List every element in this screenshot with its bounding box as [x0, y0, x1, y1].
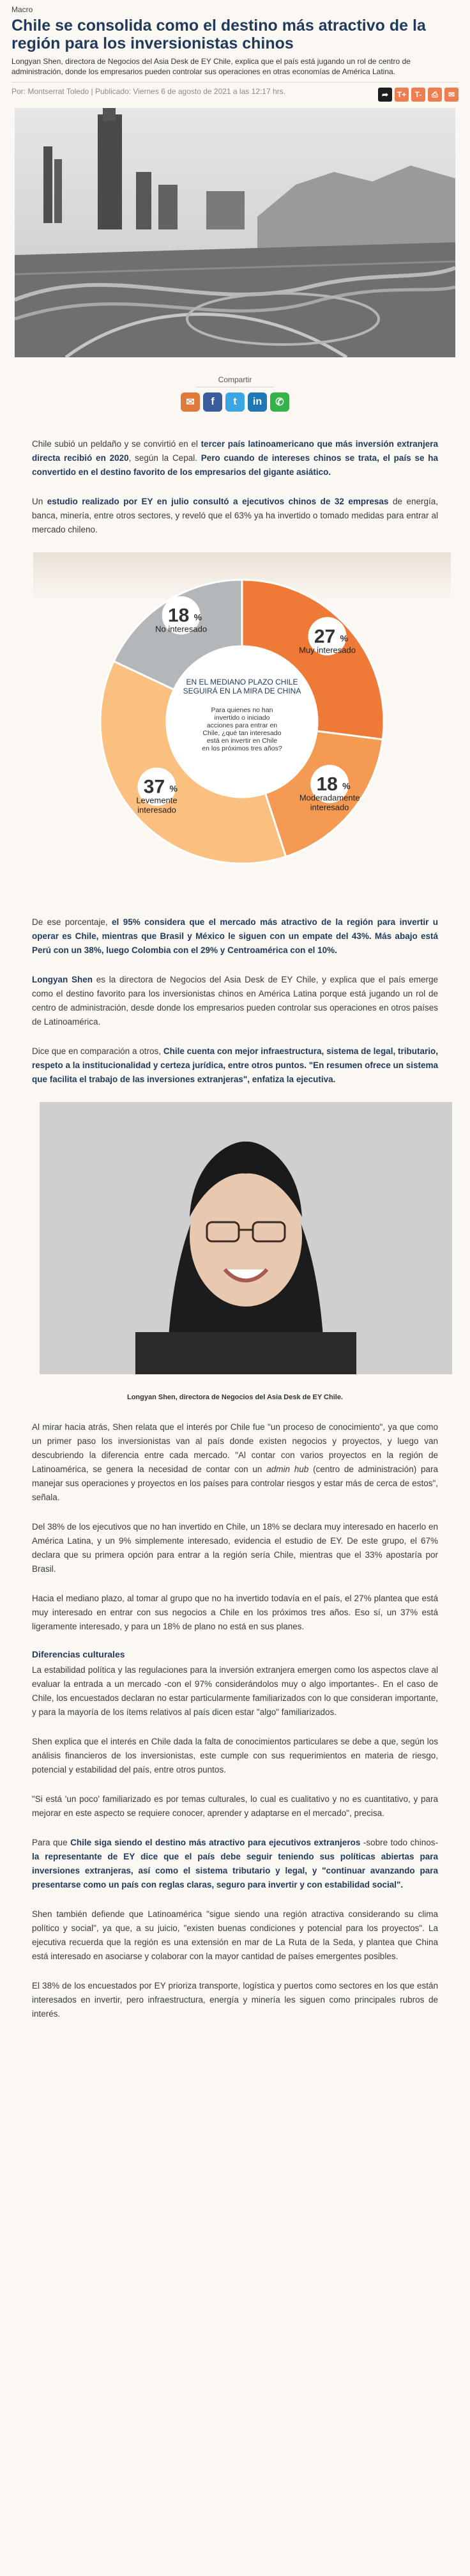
paragraph-14: El 38% de los encuestados por EY prioriza transporte, logística y puertos como sectores en los que están interesados en invertir, pero infraestructura, energía y minería les siguen como principales rubros de interés. [32, 1981, 438, 2019]
data-label-unit: % [169, 783, 178, 794]
share-icons [11, 392, 459, 412]
chart-title: EN EL MEDIANO PLAZO CHILE SEGUIRÁ EN LA MIRA DE CHINA [183, 678, 301, 695]
portrait-illustration [40, 1102, 452, 1374]
whatsapp-share-icon[interactable]: ✆ [270, 392, 289, 412]
segment-label: Moderadamente [299, 793, 360, 803]
hero-illustration [15, 108, 455, 357]
article-body-3 [11, 1420, 459, 2021]
data-label-value: 37 [143, 776, 165, 798]
byline-row [11, 82, 459, 102]
data-label-value: 27 [314, 626, 336, 648]
byline-prefix: Por: [11, 87, 28, 96]
paragraph-7: Del 38% de los ejecutivos que no han invertido en Chile, un 18% se declara muy interesado en hacerlo en América Latina, y un 9% simplemente interesado, evidencia el estudio de EY. De este grupo, el 67% declara que su primera opción para entrar a la región sería Chile, mientras que el 33% apostaría por Brasil. [32, 1522, 438, 1574]
byline-separator: | Publicado: [89, 87, 133, 96]
font-increase-icon[interactable]: T+ [395, 88, 409, 102]
paragraph-13: Shen también defiende que Latinoamérica "sigue siendo una región atractiva considerando su clima político y social", ya que, a su juicio, "existen buenas condiciones y potencial para los proyectos". La ejecutiva recuerda que la región es una extensión en mar de La Ruta de la Seda, y plantea que China está interesado en asociarse y colaborar con la mayor cantidad de países emergentes posibles. [32, 1909, 438, 1961]
paragraph-4: Longyan Shen es la directora de Negocios del Asia Desk de EY Chile, y explica que el país emerge como el destino favorito para los inversionistas chinos en América Latina porque está jugando un rol de centro de administración, desde donde los empresarios pueden controlar sus operaciones en otros países de Latinoamérica. [32, 975, 438, 1027]
paragraph-6: Al mirar hacia atrás, Shen relata que el interés por Chile fue "un proceso de conocimiento", ya que como un primer paso los inversionistas van al país donde existen negocios y proyectos, y luego van descubriendo la diferencia entre cada mercado. "Al contar con varios proyectos en la región de Latinoamérica, se genera la necesidad de contar con un admin hub (centro de administración) para manejar sus operaciones y proyectos en los países para controlar riesgos y estar más de cerca de estos", señala. [32, 1422, 438, 1502]
data-label-value: 18 [316, 773, 338, 795]
mail-icon[interactable]: ✉ [444, 88, 459, 102]
subhead-diferencias-culturales: Diferencias culturales [32, 1649, 125, 1659]
donut-chart-svg [33, 552, 451, 885]
segment-label: No interesado [155, 624, 208, 634]
section-label[interactable]: Macro [11, 5, 33, 14]
article-tools [378, 88, 459, 102]
byline-date: Viernes 6 de agosto de 2021 a las 12:17 hrs. [133, 87, 285, 96]
segment-label: Muy interesado [299, 645, 356, 655]
share-section [11, 375, 459, 412]
share-arrow-icon[interactable]: ➦ [378, 88, 392, 102]
print-icon[interactable]: ⎙ [428, 88, 442, 102]
chart-question: Para quienes no han invertido o iniciado acciones para entrar en Chile, ¿qué tan interesado está en invertir en Chile en los próximos tres años? [202, 706, 282, 752]
portrait-photo-longyan-shen [40, 1102, 452, 1374]
paragraph-12: Para que Chile siga siendo el destino más atractivo para ejecutivos extranjeros -sobre todo chinos- la representante de EY dice que el país debe seguir teniendo sus políticas abiertas para inversiones extranjeras, así como el sistema tributario y legal, y "continuar avanzando para presentarse como un país con reglas claras, seguro para invertir y con estabilidad social". [32, 1838, 439, 1889]
facebook-share-icon[interactable]: f [203, 392, 222, 412]
interest-donut-chart [33, 552, 451, 885]
article-title: Chile se consolida como el destino más atractivo de la región para los inversionistas chinos [11, 17, 426, 52]
paragraph-10: Shen explica que el interés en Chile dada la falta de conocimientos particulares se debe a que, según los análisis financieros de los inversionistas, este cumple con sus requerimientos en materia de riesgo, potencial y estabilidad del país, entre otros puntos. [32, 1737, 438, 1774]
article-body [11, 437, 459, 537]
segment-label: interesado [310, 802, 349, 812]
paragraph-5: Dice que en comparación a otros, Chile cuenta con mejor infraestructura, sistema de legal, tributario, respeto a la institucionalidad y certeza jurídica, entre otros puntos. "En resumen ofrece un sistema que facilita el trabajo de las inversiones extranjeras", enfatiza la ejecutiva. [32, 1046, 438, 1084]
paragraph-11: "Si está 'un poco' familiarizado es por temas culturales, lo cual es cualitativo y no es cuantitativo, y para mejorar en este aspecto se requiere conocer, aprender y adaptarse en el mercado", precisa. [32, 1794, 438, 1818]
data-label-unit: % [193, 612, 202, 623]
paragraph-2: Un estudio realizado por EY en julio consultó a ejecutivos chinos de 32 empresas de energía, banca, minería, entre otros sectores, y reveló que el 63% ya ha invertido o tomado medidas para entrar al mercado chileno. [32, 497, 438, 534]
paragraph-9: La estabilidad política y las regulaciones para la inversión extranjera emergen como los aspectos clave al evaluar la entrada a un mercado -con el 97% considerándolos muy o algo importantes-. En el caso de Chile, los encuestados declaran no estar particularmente familiarizados con lo que consideran importante, y para la mayoría de los ítems relativos al país dicen estar "algo" familiarizados. [32, 1665, 438, 1717]
segment-label: interesado [137, 805, 176, 815]
byline [11, 86, 305, 97]
paragraph-8: Hacia el mediano plazo, al tomar al grupo que no ha invertido todavía en el país, el 27% plantea que está muy interesado en entrar con sus negocios a Chile en los próximos tres años. Eso sí, un 37% está ligeramente interesado, y para un 18% de plano no está en sus planes. [32, 1594, 438, 1631]
hero-image-santiago-skyline [15, 108, 455, 357]
share-label: Compartir [218, 375, 252, 384]
segment-label: Levemente [136, 795, 178, 805]
data-label-unit: % [340, 633, 348, 644]
paragraph-3: De ese porcentaje, el 95% considera que el mercado más atractivo de la región para invertir u operar es Chile, mientras que Brasil y México le siguen con un empate del 43%. Más abajo está Perú con un 38%, luego Colombia con el 29% y Centroamérica con el 10%. [32, 917, 439, 955]
article-body-2 [11, 915, 459, 1087]
article-lead: Longyan Shen, directora de Negocios del Asia Desk de EY Chile, explica que el país está jugando un rol de centro de administración, donde los empresarios pueden controlar sus operaciones en otras economías de América Latina. [11, 57, 411, 76]
linkedin-share-icon[interactable]: in [248, 392, 267, 412]
twitter-share-icon[interactable]: t [225, 392, 245, 412]
data-label-value: 18 [167, 605, 190, 626]
data-label-unit: % [342, 780, 351, 791]
byline-author[interactable]: Montserrat Toledo [27, 87, 89, 96]
email-share-icon[interactable]: ✉ [181, 392, 200, 412]
photo-caption: Longyan Shen, directora de Negocios del Asia Desk de EY Chile. [126, 1393, 344, 1401]
paragraph-1: Chile subió un peldaño y se convirtió en el tercer país latinoamericano que más inversión extranjera directa recibió en 2020, según la Cepal. Pero cuando de intereses chinos se trata, el país se ha convertido en el destino favorito de los empresarios del gigante asiático. [32, 439, 438, 477]
font-decrease-icon[interactable]: T- [411, 88, 425, 102]
